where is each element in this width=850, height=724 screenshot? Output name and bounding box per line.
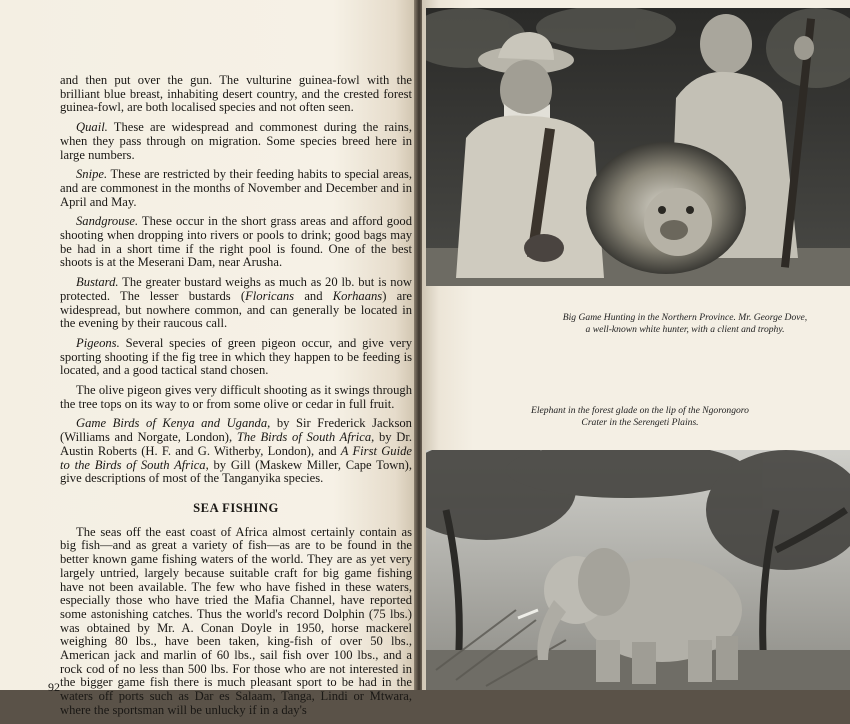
left-page [0,0,416,717]
hunting-photo [426,8,850,286]
paragraph-bustard [60,276,412,331]
text: These are widespread and commonest during the rains, when they pass through on migration. Some species breed here in large numbers. [60,120,412,162]
elephant-photo-image [426,450,850,690]
paragraph-snipe [60,168,412,209]
book-title: A First Guide to the Birds of South Africa [60,443,412,472]
text: The olive pigeon gives very difficult shooting as it swings through the tree tops on its way to or from some olive or cedar in full fruit. [60,383,412,411]
term-korhaans: Korhaans [332,288,383,303]
caption-elephant: Elephant in the forest glade on the lip of the Ngorongoro Crater in the Serengeti Plains. [531,405,749,428]
section-heading: SEA FISHING [193,500,279,515]
elephant-photo [426,450,850,690]
term-sandgrouse: Sandgrouse. [76,214,139,229]
term-quail: Quail. [76,120,108,135]
text: and then put over the gun. The vulturine guinea-fowl with the brilliant blue breast, inhabiting desert country, and the crested forest guinea-fowl, are both localised species and not often seen. [60,73,412,115]
paragraph-pigeons [60,337,412,378]
paragraph-sea-fishing [60,526,412,718]
term-bustard: Bustard. [76,275,119,290]
body-text [60,74,412,724]
text: Several species of green pigeon occur, and give very sporting shooting if the fig tree in which they happen to be feeding is located, and a good tactical stand chosen. [60,335,412,378]
paragraph-references [60,417,412,486]
book-title: Game Birds of Kenya and Uganda [76,416,268,431]
lion-trophy [586,142,746,274]
caption-hunting: Big Game Hunting in the Northern Province. Mr. George Dove, a well-known white hunter, with a client and trophy. [562,312,808,335]
text: These are restricted by their feeding habits to special areas, and are commonest in the months of November and December and in April and May. [60,167,412,209]
text: The greater bustard weighs as much as 20 lb. but is now protected. The lesser bustards ( [60,275,412,303]
page-number: 92 [48,680,60,694]
text: and [294,288,333,303]
text: The seas off the east coast of Africa almost certainly contain as big fish—and as great a variety of fish—as are to be found in the better known game fishing waters of the world. They are as yet very largely untried, largely because suitable craft for big game fishing have not been available. The few who have fished in these waters, especially those who have tried the Mafia Channel, have reported some astonishing catches. Thus the world's record Dolphin (75 lbs.) was obtained by Mr. A. Conan Doyle in 1950, horse mackerel weighing 80 lbs., have been taken, king-fish of over 50 lbs., American jack and marlin of 60 lbs., sail fish over 100 lbs., and a rock cod of no less than 500 lbs. For those who are not interested in the bigger game fish there is much pleasant sport to be had in the waters off ports such as Dar es Salaam, Tanga, Lindi or Mtwara, where the sportsman will be unlucky if in a day's [60,524,412,717]
text: , by Sir Frederick Jackson (Williams and Norgate, London), [60,416,412,445]
paragraph-olive-pigeon [60,384,412,411]
text: , by Gill (Maskew Miller, Cape Town), give descriptions of most of the Tanganyika species. [60,457,412,486]
term-snipe: Snipe. [76,167,108,182]
book-title: The Birds of South Africa [236,430,372,445]
paragraph-quail [60,121,412,162]
paragraph-sandgrouse [60,215,412,270]
term-floricans: Floricans [245,288,295,303]
text: ) are widespread, but nowhere common, and can generally be located in the evening by their raucous call. [60,288,412,331]
text: These occur in the short grass areas and afford good shooting when dropping into rivers or pools to drink; good bags may be had in a short time if the right pool is found. One of the best shoots is at the Meserani Dam, near Arusha. [60,214,412,270]
term-pigeons: Pigeons. [76,335,120,350]
paragraph-guinea-fowl [60,74,412,115]
hunting-photo-image [426,8,850,286]
text: , by Dr. Austin Roberts (H. F. and G. Witherby, London), and [60,430,413,458]
